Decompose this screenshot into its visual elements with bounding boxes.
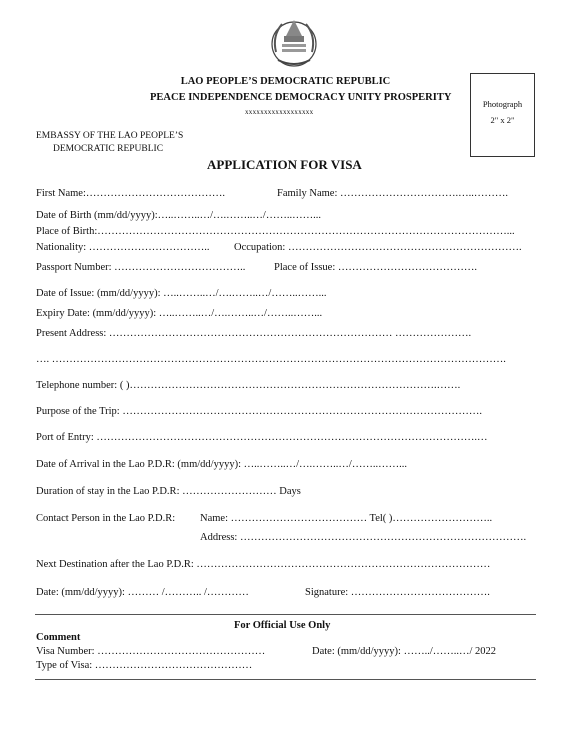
place-of-issue-field[interactable]: Place of Issue: ………………………………….	[274, 262, 477, 273]
photograph-size: 2" x 2"	[490, 115, 515, 125]
republic-title: LAO PEOPLE’S DEMOCRATIC REPUBLIC	[180, 76, 391, 87]
date-of-issue-field[interactable]: Date of Issue: (mm/dd/yyyy): …..……..…/….……..…/……..……...	[36, 288, 327, 299]
official-top-divider	[35, 614, 536, 615]
family-name-field[interactable]: Family Name: …………………………….…..……….	[277, 188, 508, 199]
present-address-field[interactable]: Present Address: ……………………………………………………………………… ………………….	[36, 328, 472, 339]
port-of-entry-field[interactable]: Port of Entry: ……………………………………………………………………………………………….…	[36, 432, 488, 443]
next-destination-field[interactable]: Next Destination after the Lao P.D.R: …………………………………………………………………………	[36, 559, 491, 570]
header-ornament: xxxxxxxxxxxxxxxxxx	[245, 108, 314, 116]
type-of-visa-field[interactable]: Type of Visa: ………………………………………	[36, 660, 253, 671]
present-address-continued[interactable]: …. ………………………………………………………………………………………………………………….	[36, 354, 506, 365]
occupation-field[interactable]: Occupation: ………………………………………………………….	[234, 242, 522, 253]
place-of-birth-field[interactable]: Place of Birth:………………………………………………………………………………………………………...	[36, 226, 515, 237]
official-date-field[interactable]: Date: (mm/dd/yyyy): ……../……..…/ 2022	[312, 646, 497, 657]
duration-of-stay-field[interactable]: Duration of stay in the Lao P.D.R: ……………………… Days	[36, 486, 301, 497]
date-signed-field[interactable]: Date: (mm/dd/yyyy): ……… /……….. /…………	[36, 587, 249, 598]
visa-number-field[interactable]: Visa Number: …………………………………………	[36, 646, 266, 657]
official-bottom-divider	[35, 679, 536, 680]
page-title: APPLICATION FOR VISA	[207, 157, 362, 172]
nationality-field[interactable]: Nationality: ……………………………..	[36, 242, 210, 253]
embassy-line-2: DEMOCRATIC REPUBLIC	[53, 144, 164, 154]
signature-field[interactable]: Signature: ………………………………….	[305, 587, 490, 598]
official-use-heading: For Official Use Only	[234, 620, 331, 631]
telephone-field[interactable]: Telephone number: ( )…………………………………………………………………………….…….	[36, 380, 461, 391]
expiry-date-field[interactable]: Expiry Date: (mm/dd/yyyy): …..……..…/….……..…/……..……...	[36, 308, 323, 319]
contact-person-label: Contact Person in the Lao P.D.R:	[36, 513, 176, 524]
first-name-field[interactable]: First Name:………………………………….	[36, 188, 225, 199]
date-of-arrival-field[interactable]: Date of Arrival in the Lao P.D.R: (mm/dd/yyyy): …..……..…/….……..…/……..……...	[36, 459, 407, 470]
passport-number-field[interactable]: Passport Number: ………………………………..	[36, 262, 246, 273]
comment-label: Comment	[36, 632, 81, 643]
national-emblem-icon	[264, 14, 324, 70]
national-motto: PEACE INDEPENDENCE DEMOCRACY UNITY PROSPERITY	[150, 92, 452, 103]
purpose-of-trip-field[interactable]: Purpose of the Trip: ………………………………………………………………………………………….	[36, 406, 482, 417]
date-of-birth-field[interactable]: Date of Birth (mm/dd/yyyy):…..……..…/….……..…/……..……...	[36, 210, 321, 221]
contact-address-field[interactable]: Address: ……………………………………………………………………….	[200, 532, 527, 543]
embassy-line-1: EMBASSY OF THE LAO PEOPLE’S	[36, 131, 184, 141]
contact-name-field[interactable]: Name: ………………………………… Tel( )………………………..	[200, 513, 493, 524]
photograph-box	[470, 73, 535, 157]
photograph-label: Photograph	[482, 99, 523, 109]
